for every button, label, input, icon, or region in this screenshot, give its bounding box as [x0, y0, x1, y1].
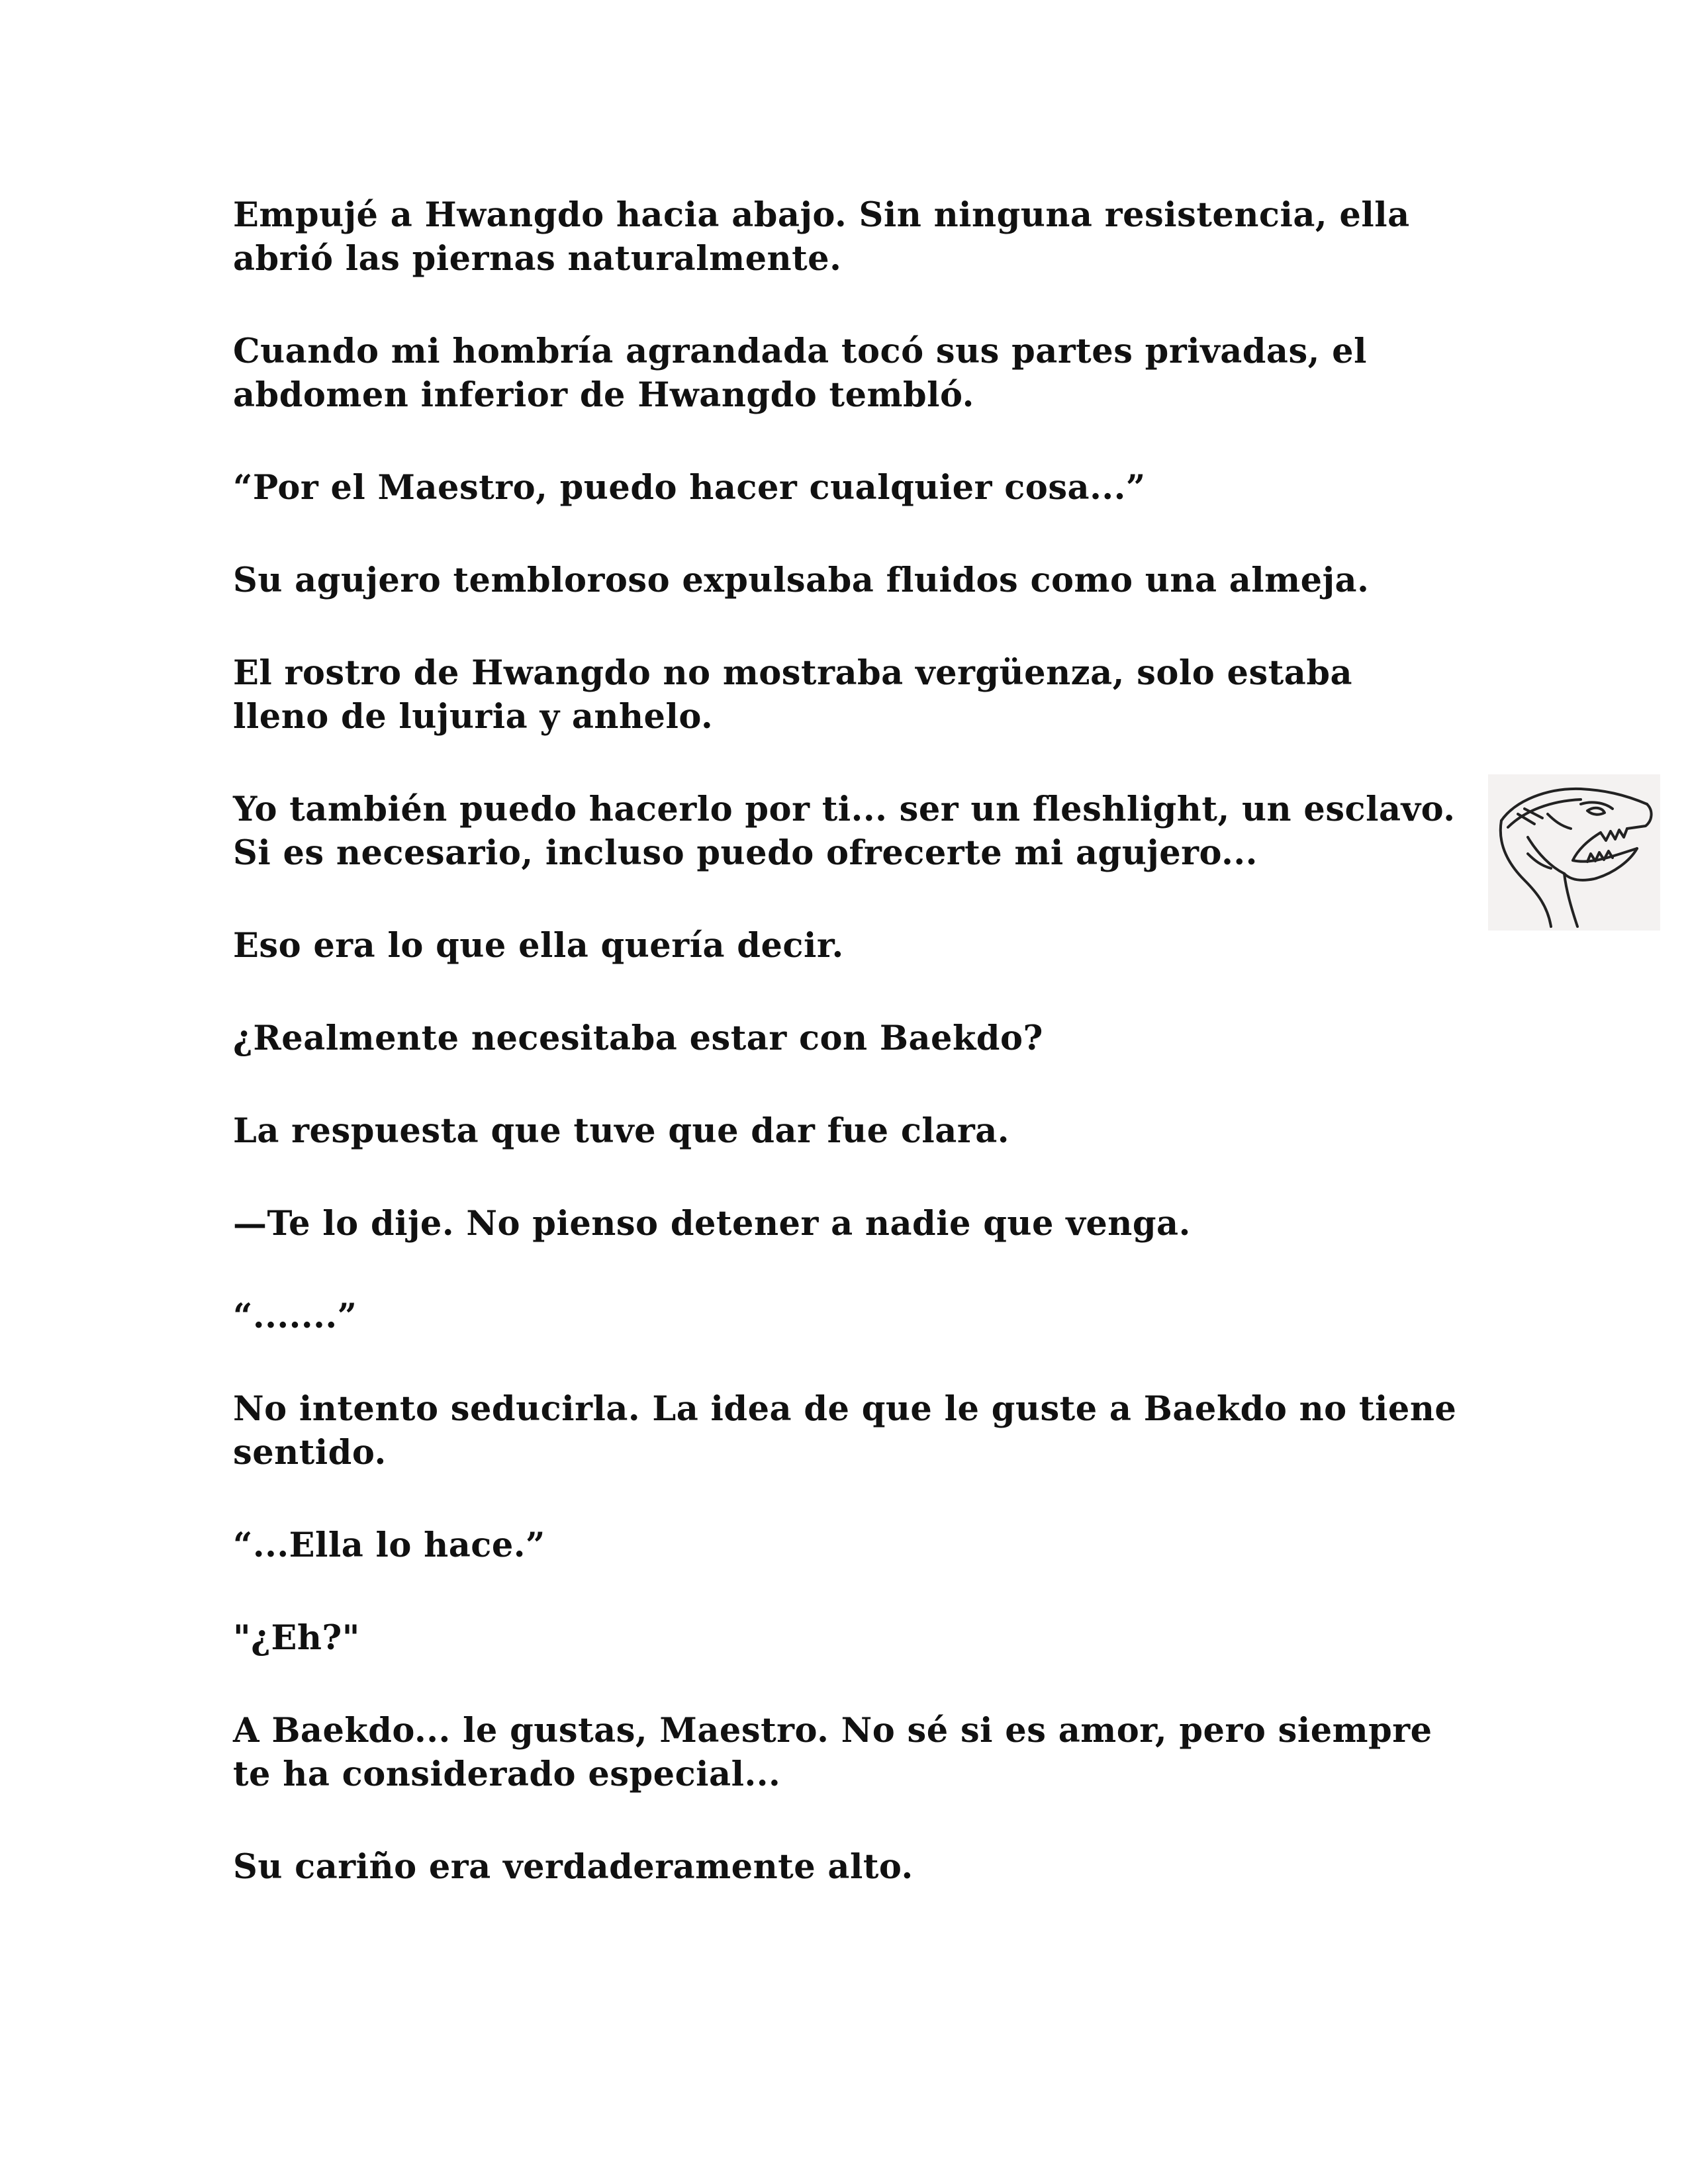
paragraph: A Baekdo... le gustas, Maestro. No sé si es amor, pero siempre te ha considerado especial...	[233, 1711, 1432, 1794]
paragraph: La respuesta que tuve que dar fue clara.	[233, 1111, 1010, 1151]
paragraph: Cuando mi hombría agrandada tocó sus partes privadas, el abdomen inferior de Hwangdo tembló.	[233, 332, 1367, 415]
paragraph: Su cariño era verdaderamente alto.	[233, 1847, 914, 1887]
paragraph: Yo también puedo hacerlo por ti... ser un fleshlight, un esclavo. Si es necesario, incluso puedo ofrecerte mi agujero...	[233, 790, 1456, 873]
paragraph: “.......”	[233, 1297, 357, 1336]
paragraph: “...Ella lo hace.”	[233, 1525, 545, 1565]
document-body	[233, 193, 1458, 1938]
dinosaur-head-icon	[1488, 774, 1660, 931]
paragraph: Su agujero tembloroso expulsaba fluidos como una almeja.	[233, 561, 1370, 600]
paragraph: —Te lo dije. No pienso detener a nadie que venga.	[233, 1204, 1191, 1244]
paragraph: “Por el Maestro, puedo hacer cualquier cosa...”	[233, 468, 1146, 508]
paragraph: ¿Realmente necesitaba estar con Baekdo?	[233, 1019, 1043, 1058]
paragraph: El rostro de Hwangdo no mostraba vergüenza, solo estaba lleno de lujuria y anhelo.	[233, 653, 1353, 737]
paragraph: No intento seducirla. La idea de que le guste a Baekdo no tiene sentido.	[233, 1389, 1457, 1473]
paragraph: "¿Eh?"	[233, 1618, 360, 1658]
paragraph: Eso era lo que ella quería decir.	[233, 926, 844, 966]
paragraph: Empujé a Hwangdo hacia abajo. Sin ninguna resistencia, ella abrió las piernas naturalmente.	[233, 195, 1410, 279]
